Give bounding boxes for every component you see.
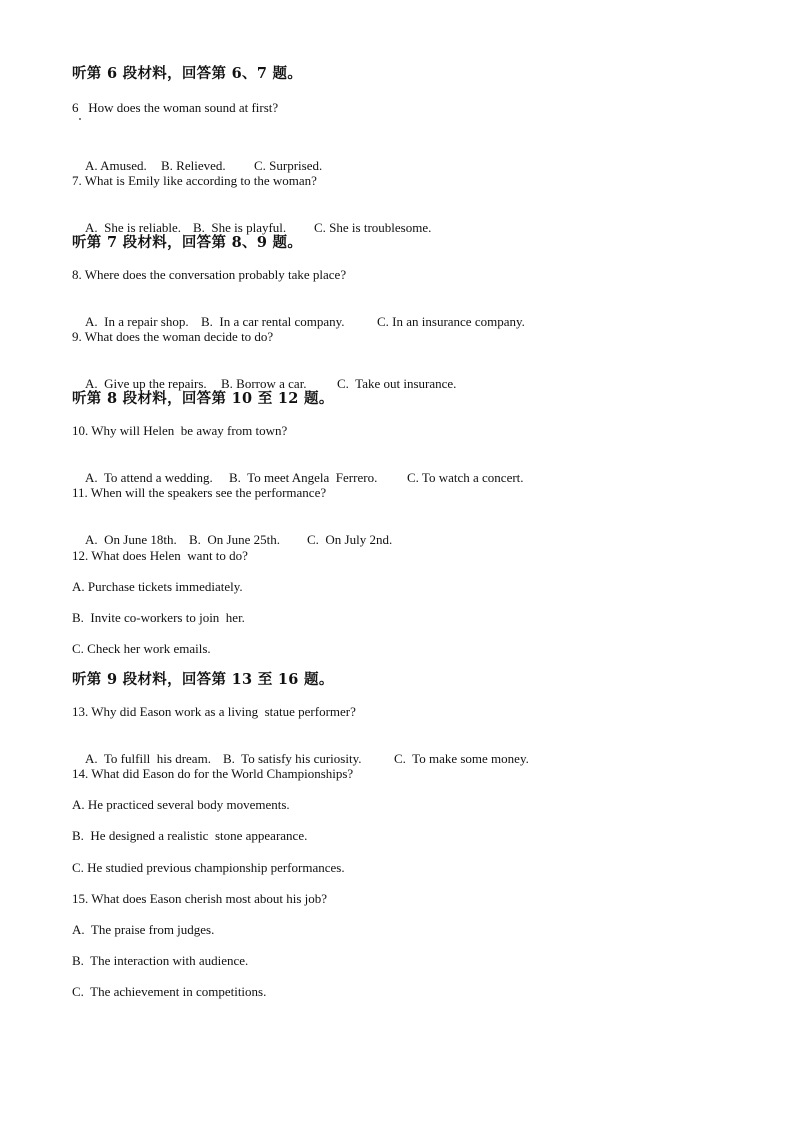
question-stem: 7. What is Emily like according to the woman? — [72, 173, 317, 188]
option-a: A. To attend a wedding. — [85, 470, 213, 485]
section-heading: 听第 6 段材料，回答第 6、7 题。 — [72, 65, 303, 82]
option-a: A. She is reliable. — [85, 220, 182, 235]
question-stem: 10. Why will Helen be away from town? — [72, 423, 288, 438]
option-b: B. He designed a realistic stone appearance. — [72, 828, 308, 843]
option-c: C. She is troublesome. — [314, 220, 432, 235]
option-c: C. On July 2nd. — [307, 532, 393, 547]
option-b: B. Borrow a car. — [221, 376, 307, 391]
option-b: B. Invite co-workers to join her. — [72, 610, 245, 625]
option-b: B. Relieved. — [161, 158, 226, 173]
option-a: A. Purchase tickets immediately. — [72, 579, 243, 594]
option-a: A. Amused. — [85, 158, 147, 173]
question-stem: 9. What does the woman decide to do? — [72, 329, 274, 344]
section-heading: 听第 7 段材料，回答第 8、9 题。 — [72, 234, 303, 251]
option-b: B. In a car rental company. — [201, 314, 345, 329]
option-a: A. To fulfill his dream. — [85, 751, 211, 766]
option-c: C. To make some money. — [394, 751, 529, 766]
option-c: C. In an insurance company. — [377, 314, 525, 329]
question-stem: 8. Where does the conversation probably take place? — [72, 267, 347, 282]
option-b: B. On June 25th. — [189, 532, 280, 547]
option-a: A. He practiced several body movements. — [72, 797, 290, 812]
question-stem: 12. What does Helen want to do? — [72, 548, 248, 563]
section-heading: 听第 8 段材料，回答第 10 至 12 题。 — [72, 390, 334, 407]
question-stem: 11. When will the speakers see the performance? — [72, 485, 327, 500]
option-b: B. To satisfy his curiosity. — [223, 751, 362, 766]
option-a: A. Give up the repairs. — [85, 376, 207, 391]
question-stem: 14. What did Eason do for the World Championships? — [72, 766, 354, 781]
option-c: C. Check her work emails. — [72, 641, 211, 656]
option-a: A. On June 18th. — [85, 532, 177, 547]
option-c: C. Take out insurance. — [337, 376, 457, 391]
option-b: B. To meet Angela Ferrero. — [229, 470, 378, 485]
stray-mark — [79, 118, 81, 120]
option-b: B. She is playful. — [193, 220, 287, 235]
question-stem: 13. Why did Eason work as a living statue performer? — [72, 704, 356, 719]
option-c: C. Surprised. — [254, 158, 323, 173]
option-c: C. He studied previous championship performances. — [72, 860, 345, 875]
option-c: C. To watch a concert. — [407, 470, 524, 485]
option-b: B. The interaction with audience. — [72, 953, 249, 968]
option-a: A. The praise from judges. — [72, 922, 215, 937]
option-a: A. In a repair shop. — [85, 314, 189, 329]
question-stem: 15. What does Eason cherish most about his job? — [72, 891, 328, 906]
section-heading: 听第 9 段材料，回答第 13 至 16 题。 — [72, 671, 334, 688]
question-stem: 6 How does the woman sound at first? — [72, 100, 279, 115]
option-c: C. The achievement in competitions. — [72, 984, 267, 999]
